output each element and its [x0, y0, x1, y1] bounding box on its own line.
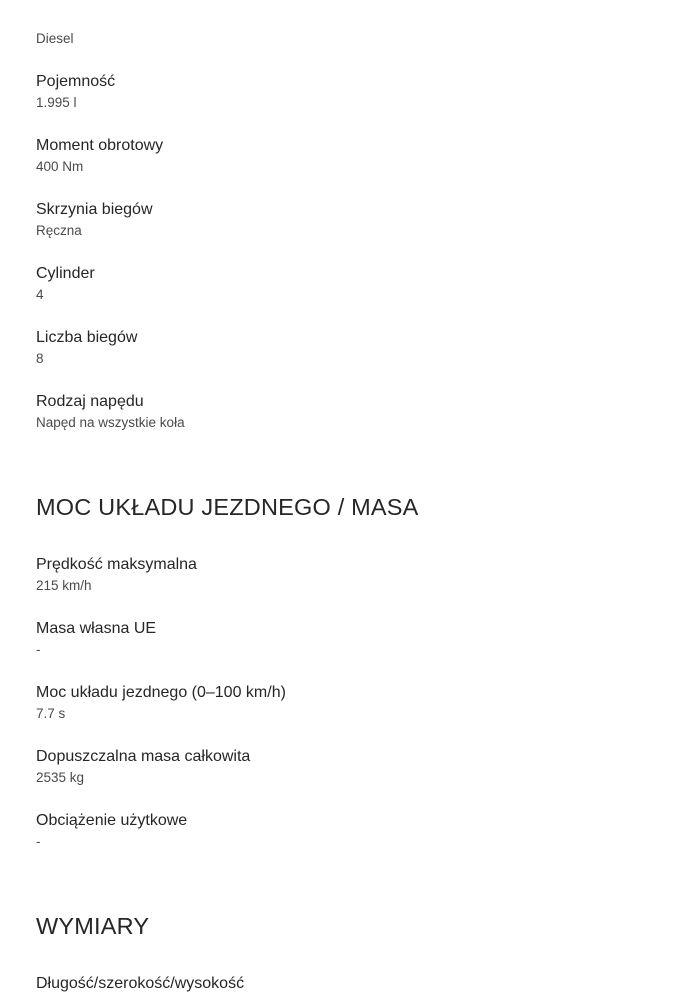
spec-label: Dopuszczalna masa całkowita	[36, 748, 251, 765]
spec-label: Skrzynia biegów	[36, 201, 153, 218]
spec-torque	[36, 136, 636, 176]
spec-value: Napęd na wszystkie koła	[36, 415, 185, 430]
spec-value: 1.995 l	[36, 95, 77, 110]
spec-top-speed	[36, 555, 636, 595]
spec-value: 2535 kg	[36, 770, 85, 785]
spec-label: Prędkość maksymalna	[36, 556, 197, 573]
spec-label: Długość/szerokość/wysokość	[36, 975, 245, 992]
spec-value: 8	[36, 351, 44, 366]
spec-label: Obciążenie użytkowe	[36, 812, 188, 829]
spec-gearbox	[36, 200, 636, 240]
section-title-dimensions: WYMIARY	[36, 913, 150, 939]
spec-label: Liczba biegów	[36, 329, 138, 346]
spec-fuel-type	[36, 28, 636, 48]
spec-value: 7.7 s	[36, 706, 66, 721]
spec-dimensions	[36, 974, 636, 994]
spec-acceleration	[36, 683, 636, 723]
spec-value: 4	[36, 287, 44, 302]
spec-value: 215 km/h	[36, 578, 92, 593]
spec-label: Cylinder	[36, 265, 95, 282]
spec-label: Masa własna UE	[36, 620, 157, 637]
fuel-type-label-clipped	[36, 6, 156, 18]
spec-cylinders	[36, 264, 636, 304]
spec-gear-count	[36, 328, 636, 368]
section-title-performance: MOC UKŁADU JEZDNEGO / MASA	[36, 494, 419, 520]
spec-value: -	[36, 834, 41, 849]
spec-displacement	[36, 72, 636, 112]
spec-label: Pojemność	[36, 73, 116, 90]
spec-value: 400 Nm	[36, 159, 84, 174]
spec-label: Moc układu jezdnego (0–100 km/h)	[36, 684, 286, 701]
spec-value: Diesel	[36, 31, 74, 46]
spec-value: Ręczna	[36, 223, 82, 238]
spec-label: Rodzaj napędu	[36, 393, 144, 410]
spec-label: Moment obrotowy	[36, 137, 164, 154]
spec-gross-weight	[36, 747, 636, 787]
spec-curb-weight	[36, 619, 636, 659]
spec-drive-type	[36, 392, 636, 432]
spec-payload	[36, 811, 636, 851]
spec-value: -	[36, 642, 41, 657]
